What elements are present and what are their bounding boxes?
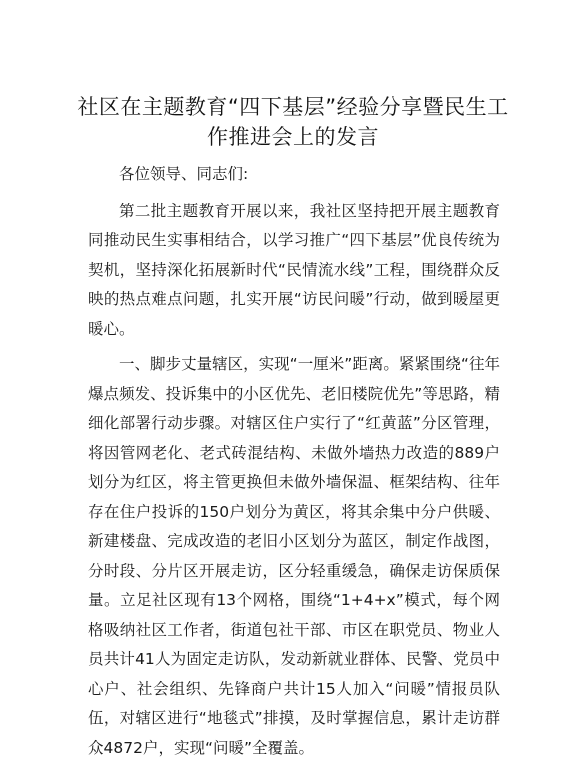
paragraph-intro: 第二批主题教育开展以来，我社区坚持把开展主题教育同推动民生实事相结合，以学习推广“四下基层”优良传统为契机，坚持深化拓展新时代“民情流水线”工程，围绕群众反映的热点难点问题，扎实开展“访民问暖”行动，做到暖屋更暖心。 [88, 201, 500, 338]
document-body [88, 160, 500, 763]
greeting: 各位领导、同志们: [119, 165, 249, 183]
paragraph-section-one: 一、脚步丈量辖区，实现“一厘米”距离。紧紧围绕“往年爆点频发、投诉集中的小区优先、老旧楼院优先”等思路，精细化部署行动步骤。对辖区住户实行了“红黄蓝”分区管理，将因管网老化、老式砖混结构、未做外墙热力改造的889户划分为红区，将主管更换但未做外墙保温、框架结构、往年存在住户投诉的150户划分为黄区，将其余集中分户供暖、新建楼盘、完成改造的老旧小区划分为蓝区，制定作战图，分时段、分片区开展走访，区分轻重缓急，确保走访保质保量。立足社区现有13个网格，围绕“1+4+x”模式，每个网格吸纳社区工作者，街道包社干部、市区在职党员、物业人员共计41人为固定走访队，发动新就业群体、民警、党员中心户、社会组织、先锋商户共计15人加入“问暖”情报员队伍，对辖区进行“地毯式”排摸，及时掌握信息，累计走访群众4872户，实现“问暖”全覆盖。 [88, 355, 500, 757]
document-title: 社区在主题教育“四下基层”经验分享暨民生工作推进会上的发言 [77, 95, 509, 149]
